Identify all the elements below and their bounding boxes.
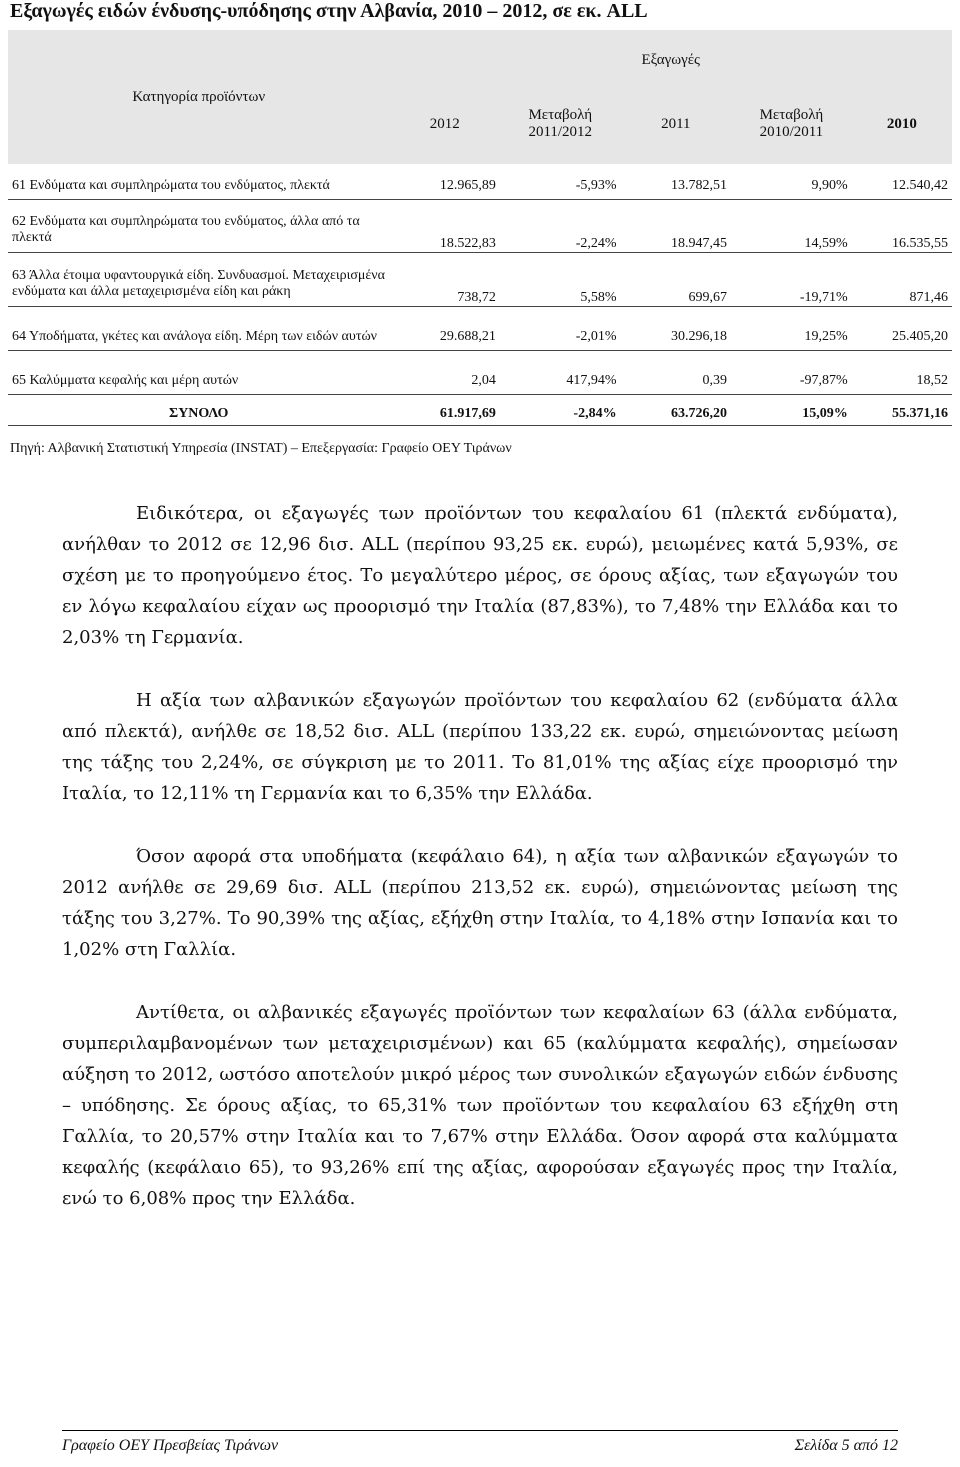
row-category: 62 Ενδύματα και συμπληρώματα του ενδύματος, άλλα από τα πλεκτά — [8, 209, 389, 253]
row-category: 63 Άλλα έτοιμα υφαντουργικά είδη. Συνδυασμοί. Μεταχειρισμένα ενδύματα και άλλα μεταχειρισμένα είδη και ράκη — [8, 262, 389, 306]
page-title: Εξαγωγές ειδών ένδυσης-υπόδησης στην Αλβανία, 2010 – 2012, σε εκ. ALL — [10, 0, 648, 22]
row-value-2010: 871,46 — [852, 262, 952, 306]
table-row — [8, 209, 952, 253]
header-change-2011-2012: Μεταβολή 2011/2012 — [528, 107, 593, 140]
total-change-2010-2011: 15,09% — [731, 404, 852, 426]
table-row — [8, 324, 952, 350]
row-value-2011: 30.296,18 — [621, 324, 731, 350]
row-category: 64 Υποδήματα, γκέτες και ανάλογα είδη. Μέρη των ειδών αυτών — [8, 324, 389, 350]
body-text — [62, 498, 898, 1246]
paragraph: Ειδικότερα, οι εξαγωγές των προϊόντων του κεφαλαίου 61 (πλεκτά ενδύματα), ανήλθαν το 2012 σε 12,96 δισ. ALL (περίπου 93,25 εκ. ευρώ), μειωμένες κατά 5,93%, σε σχέση με το προηγούμενο έτος. Το μεγαλύτερο μέρος, σε όρους αξίας, των εξαγωγών του εν λόγω κεφαλαίου είχαν ως προορισμό την Ιταλία (87,83%), το 7,48% την Ελλάδα και το 2,03% τη Γερμανία. — [62, 503, 898, 648]
total-change-2011-2012: -2,84% — [500, 404, 621, 426]
table-source-note: Πηγή: Αλβανική Στατιστική Υπηρεσία (INSTAT) – Επεξεργασία: Γραφείο ΟΕΥ Τιράνων — [10, 441, 512, 456]
paragraph: Αντίθετα, οι αλβανικές εξαγωγές προϊόντων των κεφαλαίων 63 (άλλα ενδύματα, συμπεριλαμβανομένων των μεταχειρισμένων) και 65 (καλύμματα κεφαλής), σημείωσαν αύξηση το 2012, ωστόσο αποτελούν μικρό μέρος των συνολικών εξαγωγών ειδών ένδυσης – υπόδησης. Σε όρους αξίας, το 65,31% των προϊόντων του κεφαλαίου 63 εξήχθη στη Γαλλία, το 20,57% στην Ιταλία και το 7,67% στην Ελλάδα. Όσον αφορά στα καλύμματα κεφαλής (κεφάλαιο 65), το 93,26% επί της αξίας, αφορούσαν εξαγωγές προς την Ιταλία, ενώ το 6,08% προς την Ελλάδα. — [62, 1002, 898, 1209]
row-value-2011: 0,39 — [621, 368, 731, 394]
total-label: ΣΥΝΟΛΟ — [8, 404, 389, 426]
table-total-row — [8, 404, 952, 426]
row-value-2010: 16.535,55 — [852, 209, 952, 253]
row-change-2010-2011: -97,87% — [731, 368, 852, 394]
row-change-2010-2011: 19,25% — [731, 324, 852, 350]
row-change-2011-2012: 5,58% — [500, 262, 621, 306]
row-change-2010-2011: -19,71% — [731, 262, 852, 306]
row-value-2012: 738,72 — [389, 262, 499, 306]
row-category: 65 Καλύμματα κεφαλής και μέρη αυτών — [8, 368, 389, 394]
row-value-2010: 12.540,42 — [852, 173, 952, 199]
table-header-row-group — [8, 30, 952, 84]
table-row — [8, 173, 952, 199]
row-change-2010-2011: 9,90% — [731, 173, 852, 199]
row-value-2012: 2,04 — [389, 368, 499, 394]
footer-office: Γραφείο ΟΕΥ Πρεσβείας Τιράνων — [62, 1437, 279, 1454]
header-2011: 2011 — [661, 115, 691, 132]
table-row — [8, 368, 952, 394]
table-row — [8, 262, 952, 306]
row-change-2011-2012: 417,94% — [500, 368, 621, 394]
total-value-2010: 55.371,16 — [852, 404, 952, 426]
row-value-2012: 29.688,21 — [389, 324, 499, 350]
row-value-2011: 18.947,45 — [621, 209, 731, 253]
row-category: 61 Ενδύματα και συμπληρώματα του ενδύματος, πλεκτά — [8, 173, 389, 199]
row-change-2010-2011: 14,59% — [731, 209, 852, 253]
paragraph: Η αξία των αλβανικών εξαγωγών προϊόντων του κεφαλαίου 62 (ενδύματα άλλα από πλεκτά), ανήλθε σε 18,52 δισ. ALL (περίπου 133,22 εκ. ευρώ, σημειώνοντας μείωση της τάξης του 2,24%, σε σύγκριση με το 2011. Το 81,01% της αξίας είχε προορισμό την Ιταλία, το 12,11% τη Γερμανία και το 6,35% την Ελλάδα. — [62, 690, 898, 804]
row-change-2011-2012: -2,24% — [500, 209, 621, 253]
header-2010: 2010 — [886, 115, 917, 132]
header-exports: Εξαγωγές — [641, 51, 700, 68]
exports-table — [8, 30, 952, 426]
total-value-2011: 63.726,20 — [621, 404, 731, 426]
row-value-2011: 13.782,51 — [621, 173, 731, 199]
footer-page-number: Σελίδα 5 από 12 — [794, 1437, 898, 1454]
row-value-2012: 12.965,89 — [389, 173, 499, 199]
row-value-2011: 699,67 — [621, 262, 731, 306]
header-change-2010-2011: Μεταβολή 2010/2011 — [759, 107, 824, 140]
total-value-2012: 61.917,69 — [389, 404, 499, 426]
paragraph: Όσον αφορά στα υποδήματα (κεφάλαιο 64), η αξία των αλβανικών εξαγωγών το 2012 ανήλθε σε 29,69 δισ. ALL (περίπου 213,52 εκ. ευρώ), σημειώνοντας μείωση της τάξης του 3,27%. Το 90,39% της αξίας, εξήχθη στην Ιταλία, το 4,18% στην Ισπανία και το 1,02% στη Γαλλία. — [62, 846, 898, 960]
row-value-2010: 25.405,20 — [852, 324, 952, 350]
row-value-2012: 18.522,83 — [389, 209, 499, 253]
footer-divider — [62, 1430, 898, 1431]
row-change-2011-2012: -2,01% — [500, 324, 621, 350]
header-category: Κατηγορία προϊόντων — [132, 88, 266, 105]
header-2012: 2012 — [429, 115, 460, 132]
row-change-2011-2012: -5,93% — [500, 173, 621, 199]
row-value-2010: 18,52 — [852, 368, 952, 394]
